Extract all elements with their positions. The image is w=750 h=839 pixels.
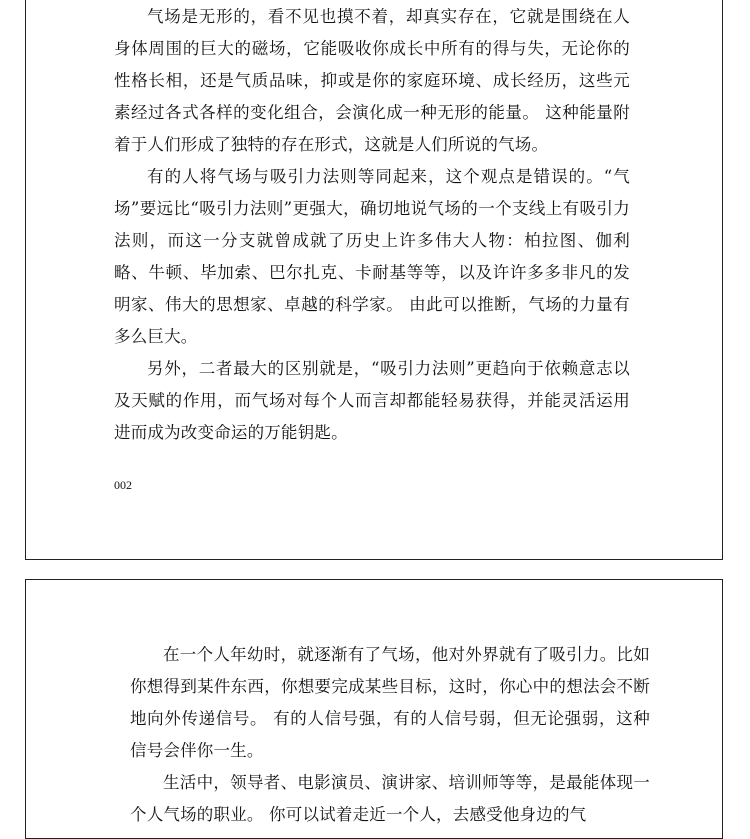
document-page-bottom [25, 579, 723, 839]
paragraph-1: 气场是无形的，看不见也摸不着，却真实存在，它就是围绕在人身体周围的巨大的磁场，它能吸收你成长中所有的得与失，无论你的性格长相，还是气质品味，抑或是你的家庭环境、成长经历，这些元素经过各式各样的变化组合，会演化成一种无形的能量。 这种能量附着于人们形成了独特的存在形式，这就是人们所说的气场。 [114, 7, 630, 154]
paragraph-3: 另外，二者最大的区别就是，“吸引力法则”更趋向于依赖意志以及天赋的作用，而气场对每个人而言却都能轻易获得，并能灵活运用进而成为改变命运的万能钥匙。 [114, 359, 630, 442]
page-body-text [130, 639, 650, 831]
page-body-text [114, 1, 630, 449]
paragraph-2: 生活中，领导者、电影演员、演讲家、培训师等等，是最能体现一个人气场的职业。 你可以试着走近一个人，去感受他身边的气 [130, 773, 650, 824]
document-page-top [25, 0, 723, 560]
paragraph-2: 有的人将气场与吸引力法则等同起来，这个观点是错误的。“气场”要远比“吸引力法则”更强大，确切地说气场的一个支线上有吸引力法则，而这一分支就曾成就了历史上许多伟大人物：柏拉图、伽利略、牛顿、毕加索、巴尔扎克、卡耐基等等，以及许许多多非凡的发明家、伟大的思想家、卓越的科学家。 由此可以推断，气场的力量有多么巨大。 [114, 167, 630, 346]
page-number: 002 [114, 478, 132, 492]
paragraph-1: 在一个人年幼时，就逐渐有了气场，他对外界就有了吸引力。比如你想得到某件东西，你想要完成某些目标，这时，你心中的想法会不断地向外传递信号。 有的人信号强，有的人信号弱，但无论强弱，这种信号会伴你一生。 [130, 645, 650, 760]
